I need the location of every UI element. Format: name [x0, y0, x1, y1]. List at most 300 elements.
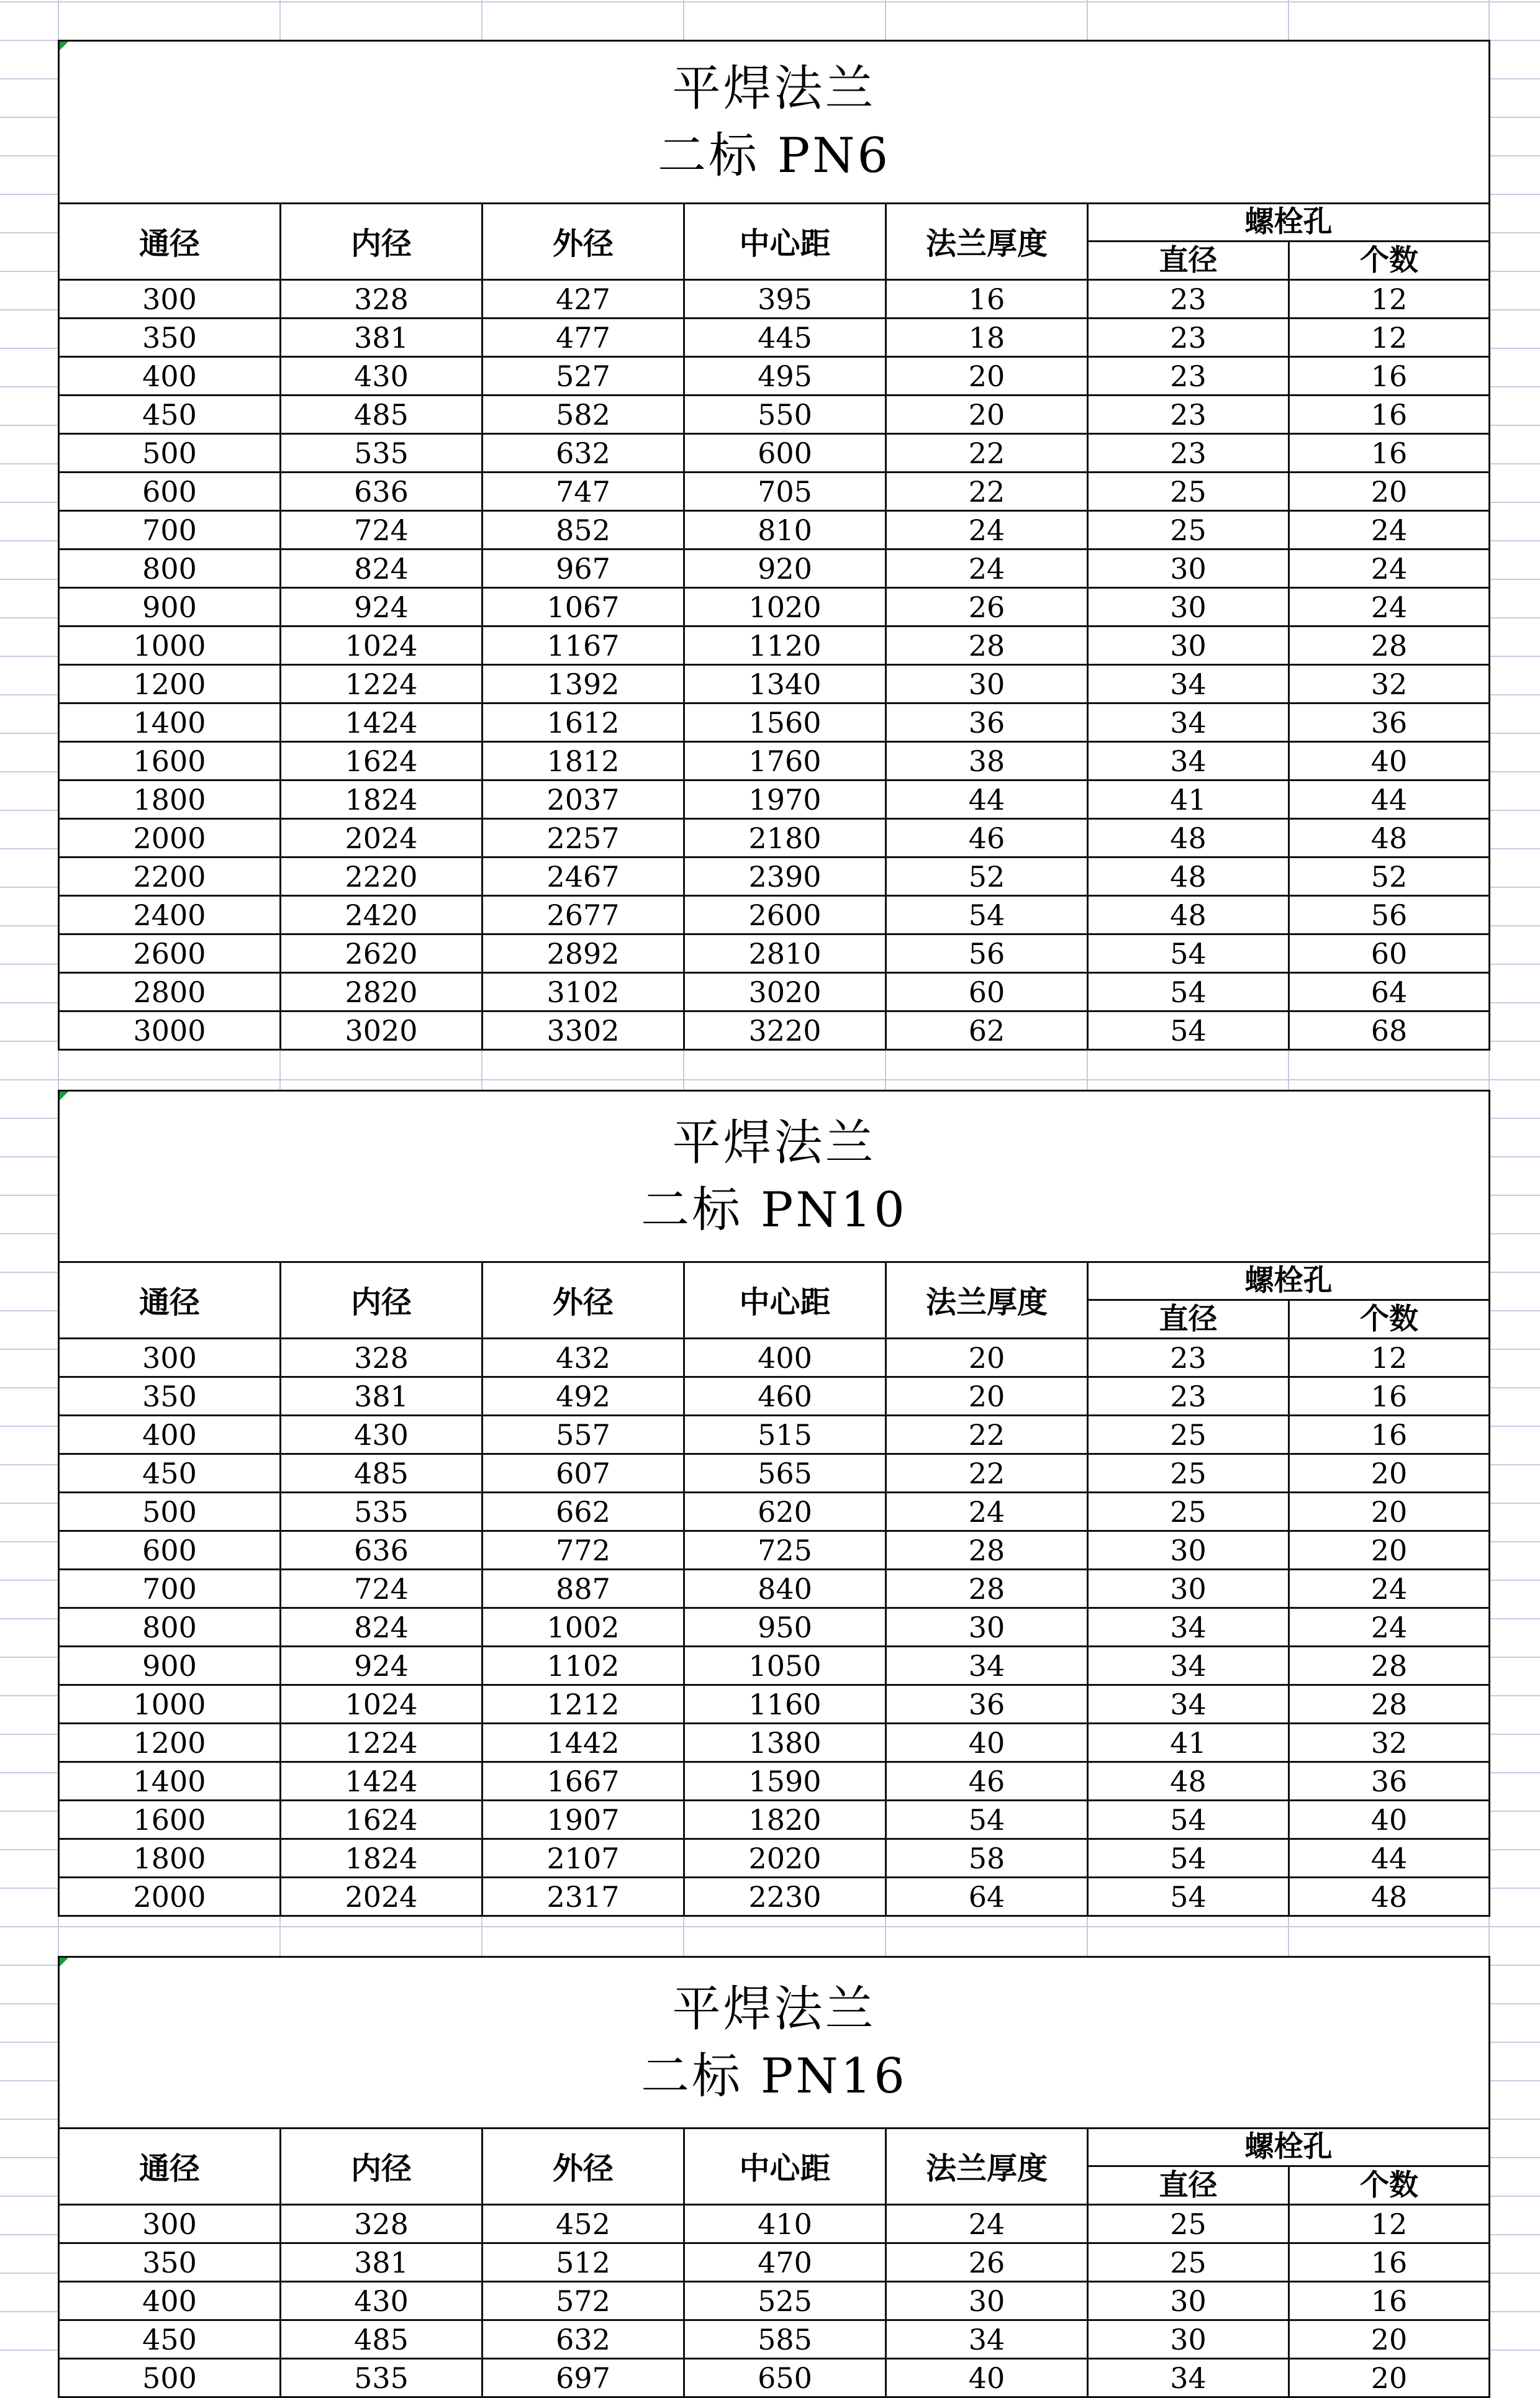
header-outer-diameter[interactable]: 外径	[482, 1262, 684, 1339]
cell-inner-diameter[interactable]: 636	[281, 473, 482, 511]
cell-nominal-diameter[interactable]: 800	[59, 1608, 281, 1647]
cell-bolt-diameter[interactable]: 30	[1088, 1570, 1289, 1608]
cell-bolt-count[interactable]: 40	[1289, 742, 1490, 780]
cell-flange-thickness[interactable]: 30	[886, 1608, 1088, 1647]
cell-inner-diameter[interactable]: 1424	[281, 704, 482, 742]
cell-bolt-diameter[interactable]: 34	[1088, 1608, 1289, 1647]
cell-inner-diameter[interactable]: 485	[281, 396, 482, 434]
header-bolt-diameter[interactable]: 直径	[1088, 242, 1289, 280]
cell-flange-thickness[interactable]: 36	[886, 704, 1088, 742]
header-flange-thickness[interactable]: 法兰厚度	[886, 2129, 1088, 2205]
cell-inner-diameter[interactable]: 2820	[281, 973, 482, 1011]
header-center-distance[interactable]: 中心距	[684, 2129, 886, 2205]
cell-outer-diameter[interactable]: 1612	[482, 704, 684, 742]
cell-bolt-count[interactable]: 36	[1289, 1762, 1490, 1801]
cell-bolt-count[interactable]: 12	[1289, 280, 1490, 319]
cell-bolt-diameter[interactable]: 25	[1088, 2243, 1289, 2282]
cell-bolt-diameter[interactable]: 54	[1088, 1801, 1289, 1839]
cell-bolt-diameter[interactable]: 25	[1088, 1454, 1289, 1493]
cell-center-distance[interactable]: 1020	[684, 588, 886, 627]
cell-bolt-count[interactable]: 68	[1289, 1011, 1490, 1050]
cell-nominal-diameter[interactable]: 350	[59, 319, 281, 357]
cell-outer-diameter[interactable]: 1442	[482, 1724, 684, 1762]
cell-bolt-count[interactable]: 12	[1289, 319, 1490, 357]
cell-nominal-diameter[interactable]: 500	[59, 1493, 281, 1531]
cell-outer-diameter[interactable]: 2892	[482, 934, 684, 973]
cell-bolt-count[interactable]: 40	[1289, 1801, 1490, 1839]
cell-bolt-diameter[interactable]: 30	[1088, 550, 1289, 588]
cell-inner-diameter[interactable]: 381	[281, 319, 482, 357]
cell-bolt-diameter[interactable]: 23	[1088, 357, 1289, 396]
cell-center-distance[interactable]: 395	[684, 280, 886, 319]
cell-nominal-diameter[interactable]: 450	[59, 2320, 281, 2359]
cell-bolt-count[interactable]: 56	[1289, 896, 1490, 934]
cell-bolt-count[interactable]: 24	[1289, 511, 1490, 550]
cell-flange-thickness[interactable]: 22	[886, 434, 1088, 473]
cell-bolt-count[interactable]: 16	[1289, 2243, 1490, 2282]
cell-nominal-diameter[interactable]: 1000	[59, 1685, 281, 1724]
cell-bolt-diameter[interactable]: 23	[1088, 1339, 1289, 1377]
cell-flange-thickness[interactable]: 26	[886, 588, 1088, 627]
cell-bolt-diameter[interactable]: 48	[1088, 857, 1289, 896]
cell-bolt-count[interactable]: 32	[1289, 665, 1490, 704]
cell-flange-thickness[interactable]: 16	[886, 280, 1088, 319]
table-title-cell[interactable]	[59, 1091, 1490, 1262]
cell-flange-thickness[interactable]: 24	[886, 1493, 1088, 1531]
cell-inner-diameter[interactable]: 535	[281, 434, 482, 473]
cell-bolt-diameter[interactable]: 30	[1088, 588, 1289, 627]
cell-inner-diameter[interactable]: 381	[281, 2243, 482, 2282]
cell-nominal-diameter[interactable]: 450	[59, 396, 281, 434]
cell-bolt-count[interactable]: 16	[1289, 434, 1490, 473]
cell-bolt-count[interactable]: 20	[1289, 2359, 1490, 2397]
cell-bolt-count[interactable]: 20	[1289, 1531, 1490, 1570]
cell-flange-thickness[interactable]: 62	[886, 1011, 1088, 1050]
cell-bolt-diameter[interactable]: 23	[1088, 434, 1289, 473]
table-title-cell[interactable]	[59, 41, 1490, 204]
cell-bolt-count[interactable]: 24	[1289, 1570, 1490, 1608]
cell-bolt-diameter[interactable]: 23	[1088, 280, 1289, 319]
header-outer-diameter[interactable]: 外径	[482, 2129, 684, 2205]
cell-inner-diameter[interactable]: 1424	[281, 1762, 482, 1801]
cell-inner-diameter[interactable]: 1024	[281, 627, 482, 665]
cell-nominal-diameter[interactable]: 400	[59, 2282, 281, 2320]
cell-flange-thickness[interactable]: 58	[886, 1839, 1088, 1878]
header-bolt-holes[interactable]: 螺栓孔	[1088, 2129, 1490, 2166]
cell-inner-diameter[interactable]: 924	[281, 588, 482, 627]
cell-inner-diameter[interactable]: 2420	[281, 896, 482, 934]
header-nominal-diameter[interactable]: 通径	[59, 2129, 281, 2205]
cell-bolt-count[interactable]: 36	[1289, 704, 1490, 742]
header-center-distance[interactable]: 中心距	[684, 204, 886, 280]
cell-outer-diameter[interactable]: 2257	[482, 819, 684, 857]
cell-inner-diameter[interactable]: 636	[281, 1531, 482, 1570]
cell-outer-diameter[interactable]: 452	[482, 2205, 684, 2243]
cell-outer-diameter[interactable]: 967	[482, 550, 684, 588]
cell-bolt-count[interactable]: 20	[1289, 2320, 1490, 2359]
cell-inner-diameter[interactable]: 1224	[281, 665, 482, 704]
cell-center-distance[interactable]: 550	[684, 396, 886, 434]
cell-inner-diameter[interactable]: 3020	[281, 1011, 482, 1050]
cell-bolt-diameter[interactable]: 30	[1088, 2320, 1289, 2359]
cell-nominal-diameter[interactable]: 3000	[59, 1011, 281, 1050]
cell-flange-thickness[interactable]: 54	[886, 896, 1088, 934]
cell-bolt-count[interactable]: 20	[1289, 473, 1490, 511]
header-inner-diameter[interactable]: 内径	[281, 204, 482, 280]
cell-flange-thickness[interactable]: 22	[886, 473, 1088, 511]
cell-center-distance[interactable]: 2180	[684, 819, 886, 857]
cell-center-distance[interactable]: 620	[684, 1493, 886, 1531]
cell-outer-diameter[interactable]: 477	[482, 319, 684, 357]
cell-flange-thickness[interactable]: 52	[886, 857, 1088, 896]
cell-center-distance[interactable]: 585	[684, 2320, 886, 2359]
cell-nominal-diameter[interactable]: 300	[59, 280, 281, 319]
cell-outer-diameter[interactable]: 492	[482, 1377, 684, 1416]
cell-inner-diameter[interactable]: 824	[281, 550, 482, 588]
cell-bolt-count[interactable]: 12	[1289, 2205, 1490, 2243]
cell-inner-diameter[interactable]: 724	[281, 1570, 482, 1608]
cell-bolt-count[interactable]: 12	[1289, 1339, 1490, 1377]
cell-outer-diameter[interactable]: 1067	[482, 588, 684, 627]
cell-inner-diameter[interactable]: 2024	[281, 819, 482, 857]
cell-inner-diameter[interactable]: 381	[281, 1377, 482, 1416]
cell-outer-diameter[interactable]: 3302	[482, 1011, 684, 1050]
cell-outer-diameter[interactable]: 2037	[482, 780, 684, 819]
cell-center-distance[interactable]: 1050	[684, 1647, 886, 1685]
cell-nominal-diameter[interactable]: 2600	[59, 934, 281, 973]
cell-inner-diameter[interactable]: 485	[281, 2320, 482, 2359]
cell-center-distance[interactable]: 920	[684, 550, 886, 588]
cell-nominal-diameter[interactable]: 400	[59, 357, 281, 396]
cell-center-distance[interactable]: 2810	[684, 934, 886, 973]
cell-center-distance[interactable]: 495	[684, 357, 886, 396]
header-nominal-diameter[interactable]: 通径	[59, 1262, 281, 1339]
cell-bolt-diameter[interactable]: 34	[1088, 2359, 1289, 2397]
cell-center-distance[interactable]: 410	[684, 2205, 886, 2243]
cell-outer-diameter[interactable]: 852	[482, 511, 684, 550]
cell-flange-thickness[interactable]: 60	[886, 973, 1088, 1011]
cell-nominal-diameter[interactable]: 1800	[59, 780, 281, 819]
cell-nominal-diameter[interactable]: 2000	[59, 819, 281, 857]
cell-flange-thickness[interactable]: 28	[886, 1570, 1088, 1608]
cell-center-distance[interactable]: 400	[684, 1339, 886, 1377]
cell-outer-diameter[interactable]: 1002	[482, 1608, 684, 1647]
cell-flange-thickness[interactable]: 40	[886, 1724, 1088, 1762]
cell-bolt-count[interactable]: 20	[1289, 1454, 1490, 1493]
cell-outer-diameter[interactable]: 697	[482, 2359, 684, 2397]
cell-bolt-diameter[interactable]: 30	[1088, 2282, 1289, 2320]
cell-flange-thickness[interactable]: 28	[886, 1531, 1088, 1570]
cell-inner-diameter[interactable]: 535	[281, 2359, 482, 2397]
cell-nominal-diameter[interactable]: 450	[59, 1454, 281, 1493]
cell-bolt-diameter[interactable]: 23	[1088, 396, 1289, 434]
cell-inner-diameter[interactable]: 1624	[281, 742, 482, 780]
cell-nominal-diameter[interactable]: 500	[59, 434, 281, 473]
cell-bolt-diameter[interactable]: 41	[1088, 780, 1289, 819]
cell-bolt-diameter[interactable]: 25	[1088, 1416, 1289, 1454]
cell-center-distance[interactable]: 1120	[684, 627, 886, 665]
cell-outer-diameter[interactable]: 512	[482, 2243, 684, 2282]
cell-bolt-count[interactable]: 16	[1289, 2282, 1490, 2320]
cell-outer-diameter[interactable]: 747	[482, 473, 684, 511]
cell-bolt-count[interactable]: 32	[1289, 1724, 1490, 1762]
cell-outer-diameter[interactable]: 1907	[482, 1801, 684, 1839]
cell-center-distance[interactable]: 1970	[684, 780, 886, 819]
cell-nominal-diameter[interactable]: 1800	[59, 1839, 281, 1878]
cell-outer-diameter[interactable]: 1812	[482, 742, 684, 780]
cell-flange-thickness[interactable]: 34	[886, 2320, 1088, 2359]
cell-center-distance[interactable]: 2230	[684, 1878, 886, 1916]
cell-center-distance[interactable]: 810	[684, 511, 886, 550]
cell-bolt-diameter[interactable]: 23	[1088, 1377, 1289, 1416]
cell-bolt-diameter[interactable]: 34	[1088, 704, 1289, 742]
cell-inner-diameter[interactable]: 1824	[281, 1839, 482, 1878]
cell-outer-diameter[interactable]: 1167	[482, 627, 684, 665]
cell-nominal-diameter[interactable]: 1200	[59, 665, 281, 704]
cell-bolt-diameter[interactable]: 25	[1088, 473, 1289, 511]
cell-inner-diameter[interactable]: 2620	[281, 934, 482, 973]
cell-inner-diameter[interactable]: 1624	[281, 1801, 482, 1839]
cell-flange-thickness[interactable]: 20	[886, 1377, 1088, 1416]
cell-bolt-count[interactable]: 44	[1289, 1839, 1490, 1878]
cell-bolt-count[interactable]: 64	[1289, 973, 1490, 1011]
cell-nominal-diameter[interactable]: 1400	[59, 704, 281, 742]
cell-flange-thickness[interactable]: 24	[886, 2205, 1088, 2243]
header-bolt-count[interactable]: 个数	[1289, 1300, 1490, 1339]
cell-outer-diameter[interactable]: 427	[482, 280, 684, 319]
cell-outer-diameter[interactable]: 887	[482, 1570, 684, 1608]
cell-flange-thickness[interactable]: 34	[886, 1647, 1088, 1685]
header-flange-thickness[interactable]: 法兰厚度	[886, 204, 1088, 280]
cell-inner-diameter[interactable]: 430	[281, 357, 482, 396]
cell-center-distance[interactable]: 705	[684, 473, 886, 511]
cell-inner-diameter[interactable]: 430	[281, 2282, 482, 2320]
cell-outer-diameter[interactable]: 1212	[482, 1685, 684, 1724]
cell-inner-diameter[interactable]: 824	[281, 1608, 482, 1647]
cell-center-distance[interactable]: 565	[684, 1454, 886, 1493]
cell-flange-thickness[interactable]: 40	[886, 2359, 1088, 2397]
cell-flange-thickness[interactable]: 24	[886, 511, 1088, 550]
cell-outer-diameter[interactable]: 2317	[482, 1878, 684, 1916]
cell-nominal-diameter[interactable]: 800	[59, 550, 281, 588]
cell-inner-diameter[interactable]: 328	[281, 2205, 482, 2243]
cell-nominal-diameter[interactable]: 900	[59, 588, 281, 627]
cell-flange-thickness[interactable]: 54	[886, 1801, 1088, 1839]
cell-bolt-count[interactable]: 48	[1289, 1878, 1490, 1916]
cell-bolt-diameter[interactable]: 30	[1088, 627, 1289, 665]
cell-center-distance[interactable]: 1590	[684, 1762, 886, 1801]
cell-nominal-diameter[interactable]: 700	[59, 511, 281, 550]
cell-bolt-count[interactable]: 16	[1289, 1377, 1490, 1416]
cell-bolt-diameter[interactable]: 25	[1088, 1493, 1289, 1531]
cell-flange-thickness[interactable]: 26	[886, 2243, 1088, 2282]
cell-nominal-diameter[interactable]: 350	[59, 1377, 281, 1416]
cell-flange-thickness[interactable]: 38	[886, 742, 1088, 780]
cell-center-distance[interactable]: 3020	[684, 973, 886, 1011]
cell-center-distance[interactable]: 950	[684, 1608, 886, 1647]
cell-outer-diameter[interactable]: 1392	[482, 665, 684, 704]
cell-center-distance[interactable]: 2600	[684, 896, 886, 934]
cell-flange-thickness[interactable]: 36	[886, 1685, 1088, 1724]
cell-flange-thickness[interactable]: 46	[886, 819, 1088, 857]
header-bolt-diameter[interactable]: 直径	[1088, 1300, 1289, 1339]
cell-inner-diameter[interactable]: 430	[281, 1416, 482, 1454]
cell-center-distance[interactable]: 840	[684, 1570, 886, 1608]
cell-nominal-diameter[interactable]: 900	[59, 1647, 281, 1685]
header-bolt-diameter[interactable]: 直径	[1088, 2166, 1289, 2205]
cell-bolt-diameter[interactable]: 54	[1088, 934, 1289, 973]
cell-bolt-diameter[interactable]: 34	[1088, 665, 1289, 704]
cell-inner-diameter[interactable]: 924	[281, 1647, 482, 1685]
cell-nominal-diameter[interactable]: 1600	[59, 742, 281, 780]
header-bolt-holes[interactable]: 螺栓孔	[1088, 1262, 1490, 1300]
cell-center-distance[interactable]: 470	[684, 2243, 886, 2282]
cell-flange-thickness[interactable]: 28	[886, 627, 1088, 665]
cell-bolt-diameter[interactable]: 25	[1088, 2205, 1289, 2243]
cell-bolt-diameter[interactable]: 48	[1088, 819, 1289, 857]
cell-bolt-count[interactable]: 16	[1289, 396, 1490, 434]
cell-nominal-diameter[interactable]: 2800	[59, 973, 281, 1011]
cell-bolt-diameter[interactable]: 23	[1088, 319, 1289, 357]
cell-nominal-diameter[interactable]: 1200	[59, 1724, 281, 1762]
cell-nominal-diameter[interactable]: 400	[59, 1416, 281, 1454]
cell-flange-thickness[interactable]: 20	[886, 396, 1088, 434]
header-inner-diameter[interactable]: 内径	[281, 2129, 482, 2205]
cell-bolt-count[interactable]: 16	[1289, 357, 1490, 396]
cell-bolt-diameter[interactable]: 48	[1088, 1762, 1289, 1801]
cell-outer-diameter[interactable]: 432	[482, 1339, 684, 1377]
cell-flange-thickness[interactable]: 22	[886, 1454, 1088, 1493]
cell-bolt-diameter[interactable]: 25	[1088, 511, 1289, 550]
cell-bolt-diameter[interactable]: 30	[1088, 1531, 1289, 1570]
cell-bolt-count[interactable]: 24	[1289, 550, 1490, 588]
header-center-distance[interactable]: 中心距	[684, 1262, 886, 1339]
cell-outer-diameter[interactable]: 1667	[482, 1762, 684, 1801]
cell-bolt-diameter[interactable]: 54	[1088, 1878, 1289, 1916]
cell-flange-thickness[interactable]: 44	[886, 780, 1088, 819]
header-flange-thickness[interactable]: 法兰厚度	[886, 1262, 1088, 1339]
cell-bolt-count[interactable]: 28	[1289, 1647, 1490, 1685]
cell-nominal-diameter[interactable]: 700	[59, 1570, 281, 1608]
cell-inner-diameter[interactable]: 2220	[281, 857, 482, 896]
cell-nominal-diameter[interactable]: 300	[59, 2205, 281, 2243]
cell-flange-thickness[interactable]: 18	[886, 319, 1088, 357]
cell-flange-thickness[interactable]: 46	[886, 1762, 1088, 1801]
table-title-cell[interactable]	[59, 1957, 1490, 2129]
cell-center-distance[interactable]: 1380	[684, 1724, 886, 1762]
cell-center-distance[interactable]: 525	[684, 2282, 886, 2320]
cell-inner-diameter[interactable]: 2024	[281, 1878, 482, 1916]
cell-nominal-diameter[interactable]: 1000	[59, 627, 281, 665]
cell-bolt-diameter[interactable]: 34	[1088, 1685, 1289, 1724]
cell-center-distance[interactable]: 445	[684, 319, 886, 357]
cell-bolt-count[interactable]: 48	[1289, 819, 1490, 857]
cell-outer-diameter[interactable]: 632	[482, 434, 684, 473]
cell-flange-thickness[interactable]: 30	[886, 2282, 1088, 2320]
cell-center-distance[interactable]: 1560	[684, 704, 886, 742]
cell-outer-diameter[interactable]: 2107	[482, 1839, 684, 1878]
cell-flange-thickness[interactable]: 20	[886, 1339, 1088, 1377]
cell-outer-diameter[interactable]: 2677	[482, 896, 684, 934]
cell-center-distance[interactable]: 1760	[684, 742, 886, 780]
cell-center-distance[interactable]: 515	[684, 1416, 886, 1454]
cell-center-distance[interactable]: 725	[684, 1531, 886, 1570]
cell-bolt-count[interactable]: 20	[1289, 1493, 1490, 1531]
cell-bolt-diameter[interactable]: 48	[1088, 896, 1289, 934]
cell-bolt-count[interactable]: 28	[1289, 627, 1490, 665]
cell-outer-diameter[interactable]: 1102	[482, 1647, 684, 1685]
cell-outer-diameter[interactable]: 557	[482, 1416, 684, 1454]
cell-flange-thickness[interactable]: 20	[886, 357, 1088, 396]
cell-center-distance[interactable]: 2020	[684, 1839, 886, 1878]
cell-bolt-diameter[interactable]: 54	[1088, 973, 1289, 1011]
cell-outer-diameter[interactable]: 607	[482, 1454, 684, 1493]
cell-bolt-count[interactable]: 44	[1289, 780, 1490, 819]
header-bolt-holes[interactable]: 螺栓孔	[1088, 204, 1490, 242]
cell-inner-diameter[interactable]: 1224	[281, 1724, 482, 1762]
cell-center-distance[interactable]: 650	[684, 2359, 886, 2397]
cell-inner-diameter[interactable]: 328	[281, 280, 482, 319]
cell-center-distance[interactable]: 600	[684, 434, 886, 473]
cell-flange-thickness[interactable]: 22	[886, 1416, 1088, 1454]
cell-flange-thickness[interactable]: 64	[886, 1878, 1088, 1916]
cell-inner-diameter[interactable]: 1024	[281, 1685, 482, 1724]
cell-nominal-diameter[interactable]: 2000	[59, 1878, 281, 1916]
cell-nominal-diameter[interactable]: 1400	[59, 1762, 281, 1801]
cell-bolt-diameter[interactable]: 41	[1088, 1724, 1289, 1762]
cell-bolt-diameter[interactable]: 34	[1088, 1647, 1289, 1685]
cell-outer-diameter[interactable]: 572	[482, 2282, 684, 2320]
cell-outer-diameter[interactable]: 772	[482, 1531, 684, 1570]
cell-bolt-count[interactable]: 52	[1289, 857, 1490, 896]
cell-center-distance[interactable]: 1160	[684, 1685, 886, 1724]
header-nominal-diameter[interactable]: 通径	[59, 204, 281, 280]
header-bolt-count[interactable]: 个数	[1289, 242, 1490, 280]
cell-bolt-diameter[interactable]: 54	[1088, 1839, 1289, 1878]
cell-bolt-count[interactable]: 16	[1289, 1416, 1490, 1454]
cell-outer-diameter[interactable]: 527	[482, 357, 684, 396]
cell-inner-diameter[interactable]: 535	[281, 1493, 482, 1531]
cell-inner-diameter[interactable]: 328	[281, 1339, 482, 1377]
cell-nominal-diameter[interactable]: 600	[59, 1531, 281, 1570]
cell-bolt-count[interactable]: 24	[1289, 588, 1490, 627]
cell-nominal-diameter[interactable]: 2400	[59, 896, 281, 934]
cell-center-distance[interactable]: 460	[684, 1377, 886, 1416]
cell-outer-diameter[interactable]: 2467	[482, 857, 684, 896]
cell-inner-diameter[interactable]: 724	[281, 511, 482, 550]
cell-bolt-diameter[interactable]: 34	[1088, 742, 1289, 780]
header-bolt-count[interactable]: 个数	[1289, 2166, 1490, 2205]
cell-inner-diameter[interactable]: 1824	[281, 780, 482, 819]
cell-nominal-diameter[interactable]: 600	[59, 473, 281, 511]
cell-center-distance[interactable]: 1820	[684, 1801, 886, 1839]
cell-center-distance[interactable]: 3220	[684, 1011, 886, 1050]
cell-nominal-diameter[interactable]: 2200	[59, 857, 281, 896]
cell-bolt-count[interactable]: 60	[1289, 934, 1490, 973]
cell-nominal-diameter[interactable]: 1600	[59, 1801, 281, 1839]
cell-flange-thickness[interactable]: 30	[886, 665, 1088, 704]
cell-outer-diameter[interactable]: 662	[482, 1493, 684, 1531]
cell-outer-diameter[interactable]: 582	[482, 396, 684, 434]
cell-center-distance[interactable]: 1340	[684, 665, 886, 704]
cell-nominal-diameter[interactable]: 500	[59, 2359, 281, 2397]
cell-bolt-count[interactable]: 28	[1289, 1685, 1490, 1724]
cell-flange-thickness[interactable]: 56	[886, 934, 1088, 973]
cell-bolt-diameter[interactable]: 54	[1088, 1011, 1289, 1050]
header-inner-diameter[interactable]: 内径	[281, 1262, 482, 1339]
cell-nominal-diameter[interactable]: 350	[59, 2243, 281, 2282]
cell-nominal-diameter[interactable]: 300	[59, 1339, 281, 1377]
